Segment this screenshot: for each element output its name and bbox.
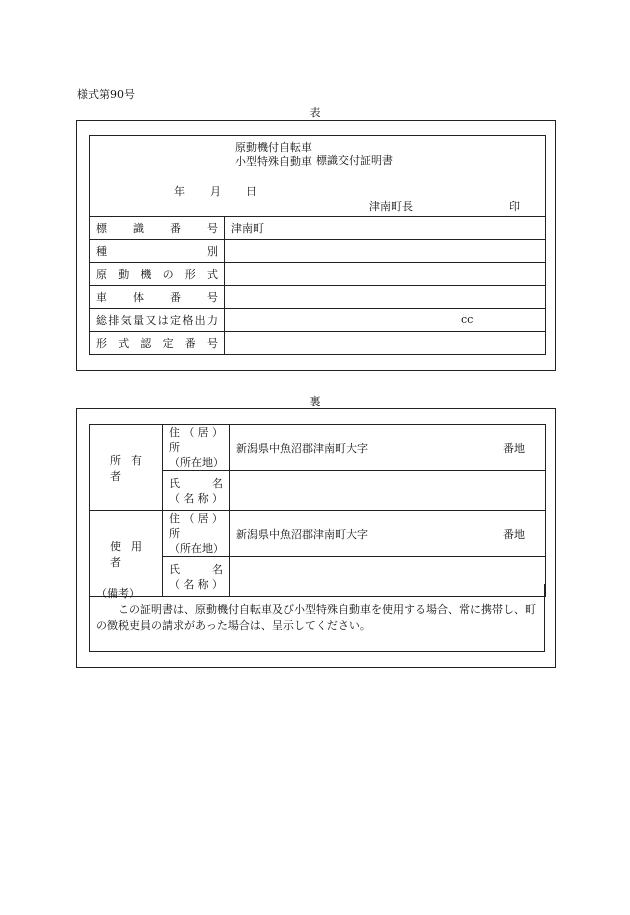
notes-heading: （備考） xyxy=(96,587,140,600)
notes-box xyxy=(89,584,545,652)
plate-number-value: 津南町 xyxy=(225,217,546,240)
title-vehicle-types: 原動機付自転車 小型特殊自動車 xyxy=(235,141,312,168)
issuer: 津南町長 xyxy=(369,200,413,213)
table-row: 形式認定番号 xyxy=(90,332,546,355)
user-label: 使用者 xyxy=(110,539,142,569)
title-suffix: 標識交付証明書 xyxy=(316,154,393,167)
table-row: 所有者 住（居）所 （所在地） 新潟県中魚沼郡津南町大字 番地 xyxy=(90,425,546,471)
table-row: 原動機の形式 xyxy=(90,263,546,286)
table-row: 車体番号 xyxy=(90,286,546,309)
table-row: 氏名 （名称） xyxy=(90,557,546,597)
front-side-label: 表 xyxy=(309,106,321,119)
table-row: 氏名 （名称） xyxy=(90,471,546,511)
table-row: 総排気量又は定格出力 cc xyxy=(90,309,546,332)
date-month: 月 xyxy=(210,185,221,198)
table-row: 標識番号 津南町 xyxy=(90,217,546,240)
user-address-value: 新潟県中魚沼郡津南町大字 xyxy=(236,527,368,541)
seal-mark: 印 xyxy=(509,200,520,213)
owner-user-table xyxy=(89,424,546,597)
date-day: 日 xyxy=(246,185,257,198)
table-row: 種別 xyxy=(90,240,546,263)
table-row: 使用者 住（居）所 （所在地） 新潟県中魚沼郡津南町大字 番地 xyxy=(90,511,546,557)
vehicle-info-table xyxy=(89,216,546,355)
date-year: 年 xyxy=(174,185,185,198)
owner-name-value xyxy=(230,471,546,511)
front-header-box xyxy=(89,135,546,216)
back-side-label: 裏 xyxy=(309,395,321,408)
owner-address-value: 新潟県中魚沼郡津南町大字 xyxy=(236,441,368,455)
owner-label: 所有者 xyxy=(110,453,142,483)
form-number: 様式第90号 xyxy=(77,88,135,101)
displacement-unit: cc xyxy=(461,313,474,326)
notes-body: この証明書は、原動機付自転車及び小型特殊自動車を使用する場合、常に携帯し、町の徴税吏員の請求があった場合は、呈示してください。 xyxy=(96,603,536,632)
